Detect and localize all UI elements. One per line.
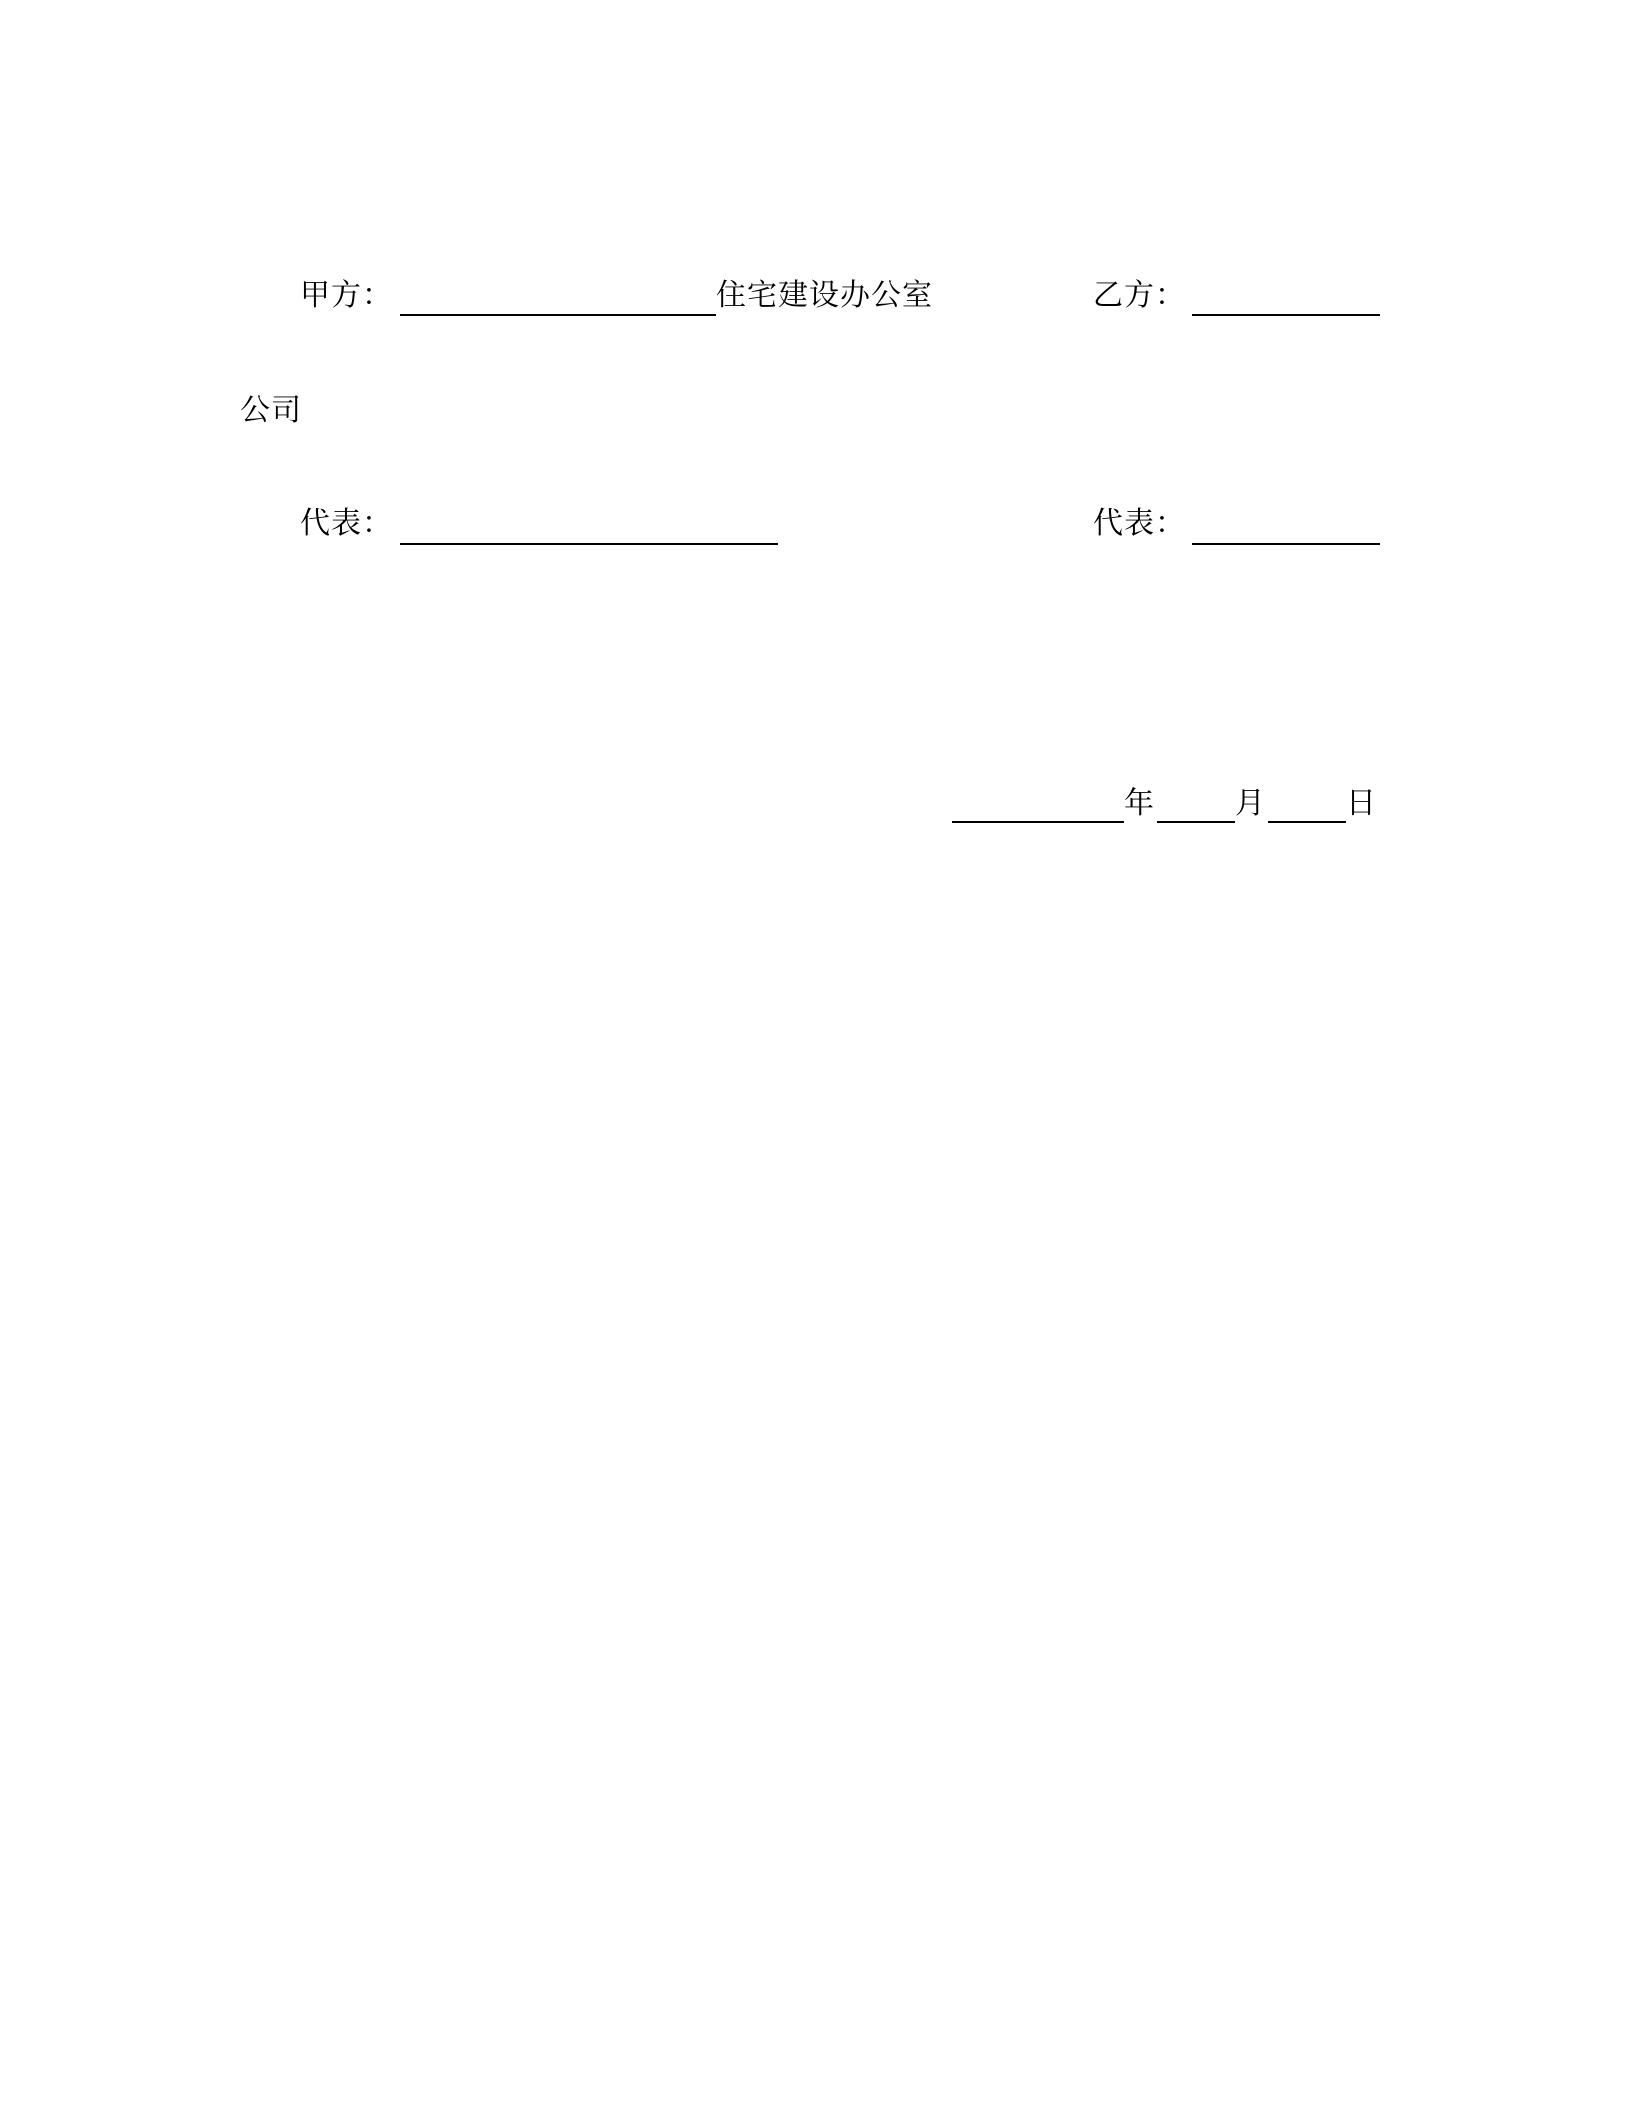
date-day-blank[interactable]	[1268, 821, 1346, 823]
date-year-blank[interactable]	[952, 821, 1124, 823]
party-a-continuation: 公司	[240, 393, 302, 428]
party-b-rep-label: 代表：	[1093, 506, 1186, 541]
party-a-name-blank[interactable]	[400, 314, 716, 316]
party-a-name-suffix: 住宅建设办公室	[716, 278, 933, 313]
party-b-rep-blank[interactable]	[1192, 543, 1380, 545]
date-month-label: 月	[1235, 786, 1266, 821]
date-day-label: 日	[1346, 786, 1377, 821]
date-month-blank[interactable]	[1157, 821, 1235, 823]
party-a-rep-blank[interactable]	[400, 543, 778, 545]
party-b-label: 乙方：	[1093, 278, 1186, 313]
date-year-label: 年	[1124, 786, 1155, 821]
party-b-name-blank[interactable]	[1192, 314, 1380, 316]
party-a-rep-label: 代表：	[300, 506, 393, 541]
party-a-label: 甲方：	[300, 278, 393, 313]
